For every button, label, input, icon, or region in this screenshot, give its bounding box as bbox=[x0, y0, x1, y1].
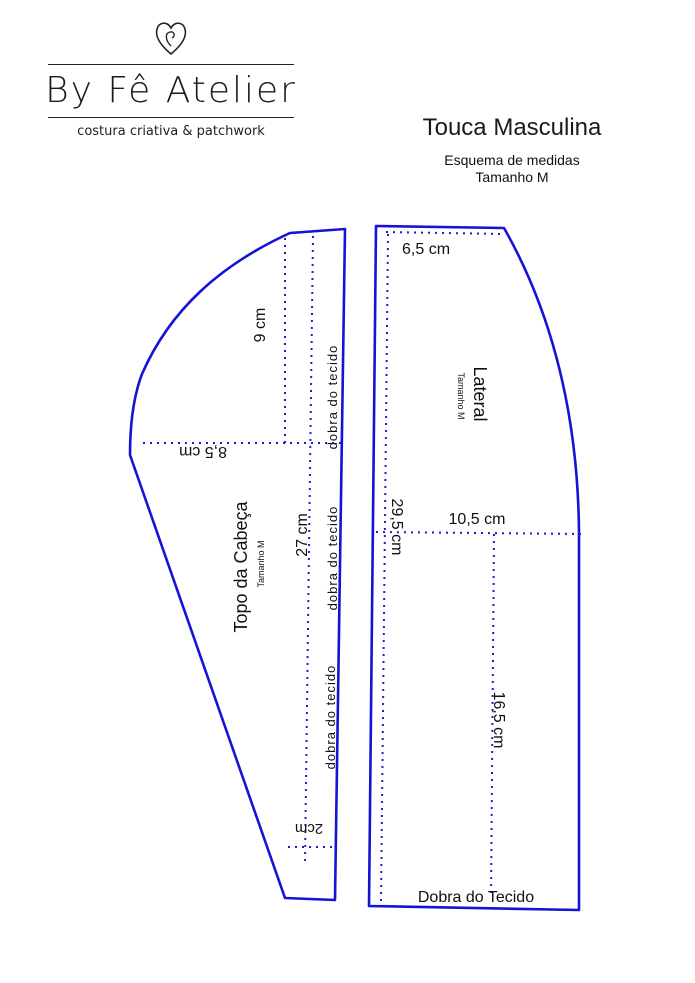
page-subtitle: Esquema de medidas bbox=[444, 152, 580, 168]
top-measure-length: 27 cm bbox=[294, 513, 311, 557]
side-piece-size: Tamanho M bbox=[456, 372, 466, 420]
page-size: Tamanho M bbox=[475, 169, 549, 185]
side-measure-lower: 16,5 cm bbox=[490, 691, 507, 749]
piece-top bbox=[130, 229, 345, 900]
piece-side bbox=[369, 226, 584, 910]
brand-name: By Fê Atelier bbox=[45, 70, 297, 111]
side-guide-horizontal bbox=[376, 532, 584, 534]
piece-side-outline bbox=[369, 226, 579, 910]
brand-tagline: costura criativa & patchwork bbox=[77, 124, 265, 139]
side-measure-top: 6,5 cm bbox=[402, 241, 451, 258]
top-piece-name: Topo da Cabeça bbox=[231, 501, 251, 633]
top-measure-height: 9 cm bbox=[252, 307, 269, 343]
top-measure-bottom: 2cm bbox=[294, 820, 324, 837]
side-measure-height: 29,5 cm bbox=[388, 498, 405, 556]
top-fold-label-1: dobra do tecido bbox=[325, 344, 340, 450]
top-piece-size: Tamanho M bbox=[256, 540, 266, 588]
page-title: Touca Masculina bbox=[422, 114, 602, 141]
side-guide-vertical bbox=[381, 234, 388, 904]
side-piece-name: Lateral bbox=[470, 366, 490, 422]
side-guide-top bbox=[386, 232, 503, 234]
side-fold-label: Dobra do Tecido bbox=[417, 889, 535, 906]
top-measure-width: 8,5 cm bbox=[178, 443, 228, 460]
top-fold-label-3: dobra do tecido bbox=[323, 664, 338, 770]
top-fold-label-2: dobra do tecido bbox=[325, 505, 340, 611]
side-measure-width: 10,5 cm bbox=[448, 511, 506, 528]
